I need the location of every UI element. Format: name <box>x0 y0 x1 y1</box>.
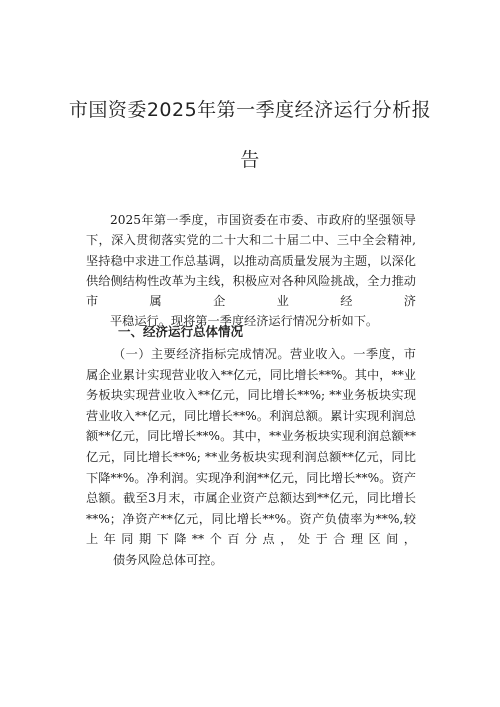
intro-paragraph-body: 2025年第一季度，市国资委在市委、市政府的坚强领导下，深入贯彻落实党的二十大和二十届二中、三中全会精神,坚持稳中求进工作总基调，以推动高质量发展为主题，以深化供给侧结构性改革为主线，积极应对各种风险挑战，全力推动市属企业经济 <box>86 213 416 309</box>
main-indicators-body: （一）主要经济指标完成情况。营业收入。一季度，市属企业累计实现营业收入**亿元，同比增长**%。其中，**业务板块实现营业收入**亿元，同比增长**%; **业务板块实现营业收入**亿元，同比增长**%。利润总额。累计实现利润总额**亿元，同比增长**%。其中，**业务板块实现利润总额**亿元，同比增长**%; **业务板块实现利润总额**亿元，同比下降**%。净利润。实现净利润**亿元，同比增长**%。资产总额。截至3月末，市属企业资产总额达到**亿元，同比增长**%；净资产**亿元，同比增长**%。资产负债率为**%,较上年同期下降**个百分点，处于合理区间， <box>86 347 416 547</box>
section-heading-1: 一、经济运行总体情况 <box>118 324 244 339</box>
main-indicators-last-line: 债务风险总体可控。 <box>113 552 223 567</box>
document-title-line-1: 市国资委2025年第一季度经济运行分析报 <box>68 99 432 121</box>
intro-paragraph <box>86 210 416 332</box>
intro-paragraph-last-line: 平稳运行。现将第一季度经济运行情况分析如下。 <box>110 314 379 329</box>
document-title-line-2: 告 <box>240 149 260 171</box>
main-indicators-paragraph <box>86 344 416 571</box>
